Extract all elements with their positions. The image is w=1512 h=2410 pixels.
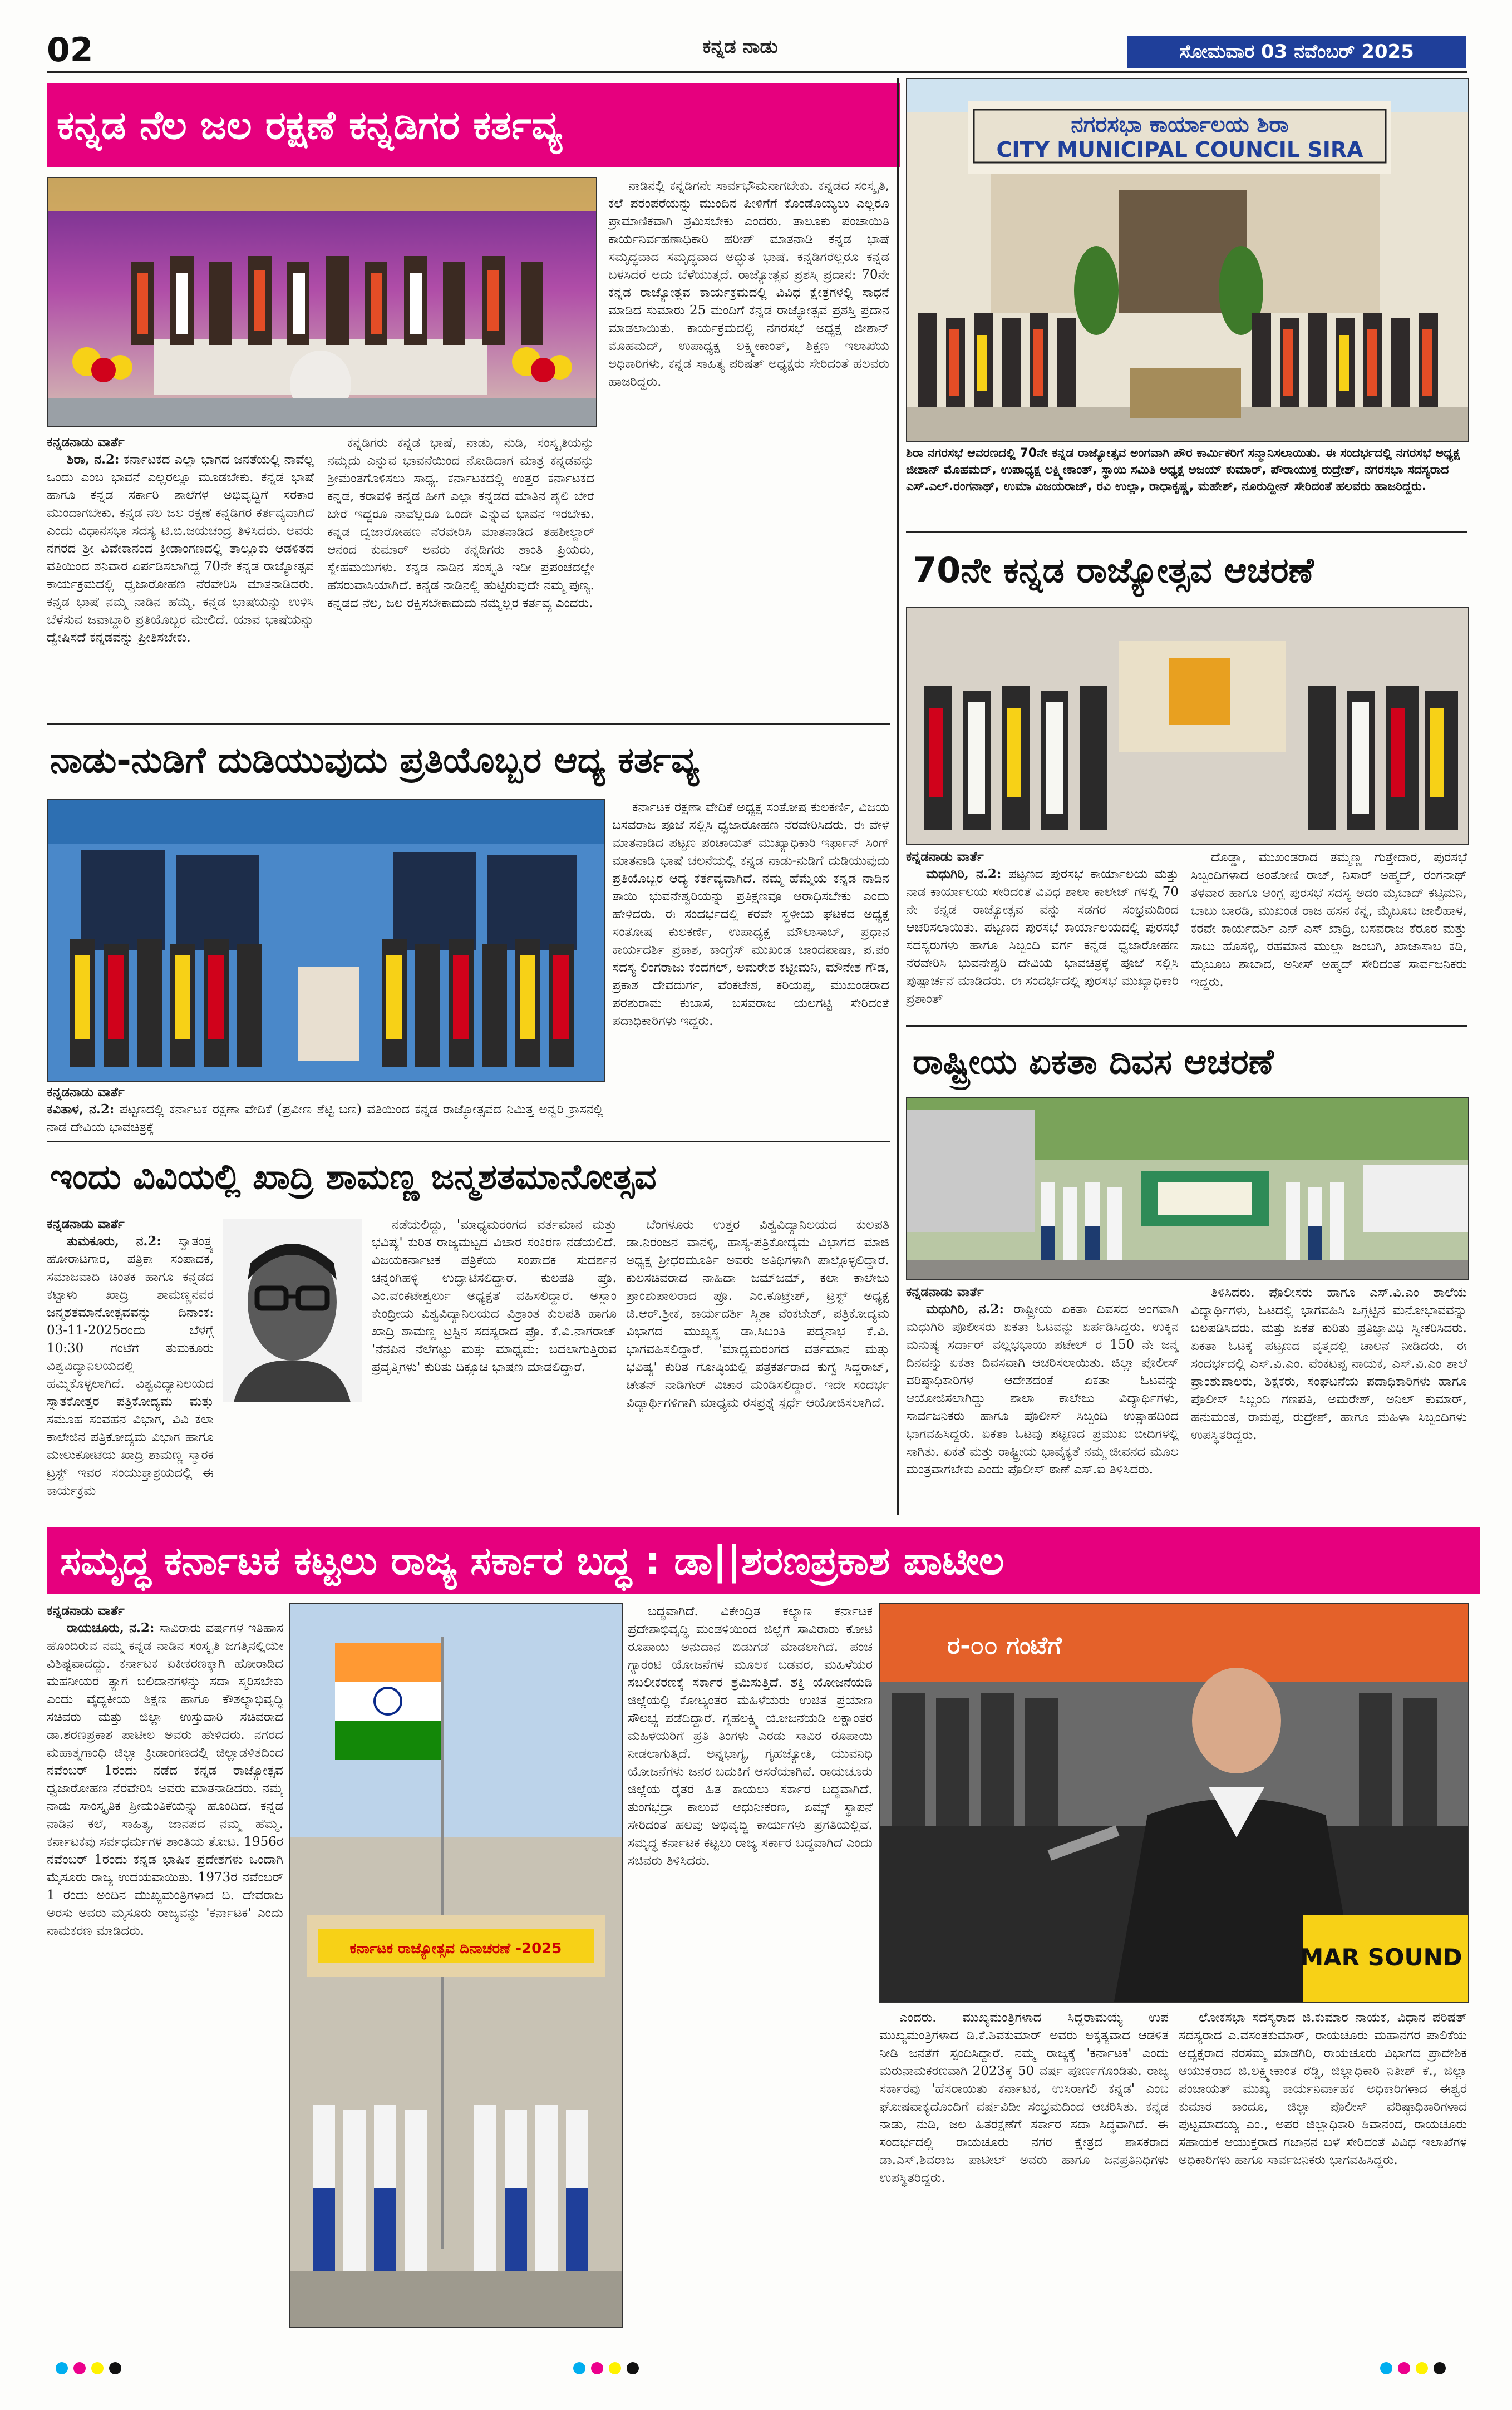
story4-col2 [628,1603,873,2103]
masthead-rule [47,71,1467,73]
story2-photo [47,799,605,1082]
story3-dateline: ತುಮಕೂರು, ನ.2: [67,1234,161,1249]
dot-cyan [573,2362,585,2374]
story3-col1-text: ಸ್ವಾತಂತ್ರ್ಯ ಹೋರಾಟಗಾರ, ಪತ್ರಿಕಾ ಸಂಪಾದಕ, ಸಮಾಜವಾದಿ ಚಿಂತಕ ಹಾಗೂ ಕನ್ನಡದ ಕಟ್ಟಾಳು ಖಾದ್ರಿ ಶಾಮಣ್ಣನವರ ಜನ್ಮಶತಮಾನೋತ್ಸವವನ್ನು ದಿನಾಂಕ: 03-11-2025ರಂದು ಬೆಳಗ್ಗೆ 10:30 ಗಂಟೆಗೆ ತುಮಕೂರು ವಿಶ್ವವಿದ್ಯಾನಿಲಯದಲ್ಲಿ ಹಮ್ಮಿಕೊಳ್ಳಲಾಗಿದೆ. ವಿಶ್ವವಿದ್ಯಾನಿಲಯದ ಸ್ನಾತಕೋತ್ತರ ಪತ್ರಿಕೋದ್ಯಮ ಮತ್ತು ಸಮೂಹ ಸಂವಹನ ವಿಭಾಗ, ವಿವಿ ಕಲಾ ಕಾಲೇಜಿನ ಪತ್ರಿಕೋದ್ಯಮ ವಿಭಾಗ ಹಾಗೂ ಮೇಲುಕೋಟೆಯ ಖಾದ್ರಿ ಶಾಮಣ್ಣ ಸ್ಮಾರಕ ಟ್ರಸ್ಟ್ ಇವರ ಸಂಯುಕ್ತಾಶ್ರಯದಲ್ಲಿ ಈ ಕಾರ್ಯಕ್ರಮ [47,1234,214,1498]
registration-dots-right [1380,2362,1446,2374]
date-banner [1127,36,1466,68]
dot-yellow [609,2362,621,2374]
story4-byline: ಕನ್ನಡನಾಡು ವಾರ್ತೆ [47,1604,125,1618]
gate-banner-text: ಕರ್ನಾಟಕ ರಾಜ್ಯೋತ್ಸವ ದಿನಾಚರಣೆ -2025 [349,1940,562,1957]
story2-col1 [47,1084,603,1135]
unity-dateline: ಮಧುಗಿರಿ, ನ.2: [926,1302,1004,1317]
dot-magenta [73,2362,86,2374]
stage-banner-text: ರ-೦೦ ಗಂಟೆಗೆ [947,1632,1062,1660]
rule-right-1 [906,531,1467,533]
madhugiri-photo [906,607,1469,845]
story1-col1-text: ಕರ್ನಾಟಕದ ಎಲ್ಲಾ ಭಾಗದ ಜನತೆಯಲ್ಲಿ ನಾವೆಲ್ಲ ಒಂದು ಎಂಬ ಭಾವನೆ ಎಲ್ಲರಲ್ಲೂ ಮೂಡಬೇಕು. ಕನ್ನಡ ಭಾಷೆ ಹಾಗೂ ಕನ್ನಡ ಸರ್ಕಾರಿ ಶಾಲೆಗಳ ಅಭಿವೃದ್ಧಿಗೆ ಸರಕಾರ ಮುಂದಾಗಬೇಕು. ಕನ್ನಡ ನೆಲ ಜಲ ರಕ್ಷಣೆ ಕನ್ನಡಿಗರ ಕರ್ತವ್ಯವಾಗಿದೆ ಎಂದು ವಿಧಾನಸಭಾ ಸದಸ್ಯ ಟಿ.ಬಿ.ಜಯಚಂದ್ರ ತಿಳಿಸಿದರು. ಅವರು ನಗರದ ಶ್ರೀ ವಿವೇಕಾನಂದ ಕ್ರೀಡಾಂಗಣದಲ್ಲಿ ತಾಲ್ಲೂಕು ಆಡಳಿತದ ವತಿಯಿಂದ ಶನಿವಾರ ಏರ್ಪಡಿಸಲಾಗಿದ್ದ 70ನೇ ಕನ್ನಡ ರಾಜ್ಯೋತ್ಸವ ಕಾರ್ಯಕ್ರಮದಲ್ಲಿ ಧ್ವಜಾರೋಹಣ ನೆರವೇರಿಸಿ ಮಾತನಾಡಿದರು. ಕನ್ನಡ ಭಾಷೆ ನಮ್ಮ ನಾಡಿನ ಹೆಮ್ಮೆ. ಕನ್ನಡ ಭಾಷೆಯನ್ನು ಉಳಿಸಿ ಬೆಳೆಸುವ ಜವಾಬ್ದಾರಿ ಪ್ರತಿಯೊಬ್ಬರ ಮೇಲಿದೆ. ಯಾವ ಭಾಷೆಯನ್ನು ದ್ವೇಷಿಸದೆ ಕನ್ನಡವನ್ನು ಪ್ರೀತಿಸಬೇಕು. [47,452,314,645]
dot-cyan [56,2362,68,2374]
story3-byline: ಕನ್ನಡನಾಡು ವಾರ್ತೆ [47,1217,125,1231]
story2-dateline: ಕವಿತಾಳ, ನ.2: [47,1102,115,1117]
story4-flag-photo [289,1603,623,2328]
unity-col1-text: ರಾಷ್ಟ್ರೀಯ ಏಕತಾ ದಿವಸದ ಅಂಗವಾಗಿ ಮಧುಗಿರಿ ಪೊಲೀಸರು ಏಕತಾ ಓಟವನ್ನು ಏರ್ಪಡಿಸಿದ್ದರು. ಉಕ್ಕಿನ ಮನುಷ್ಯ ಸರ್ದಾರ್ ವಲ್ಲಭಭಾಯಿ ಪಟೇಲ್ ರ 150 ನೇ ಜನ್ಮ ದಿನವನ್ನು ಏಕತಾ ದಿವಸವಾಗಿ ಆಚರಿಸಲಾಯಿತು. ಜಿಲ್ಲಾ ಪೊಲೀಸ್ ವರಿಷ್ಠಾಧಿಕಾರಿಗಳ ಆದೇಶದಂತೆ ಏಕತಾ ಓಟವನ್ನು ಆಯೋಜಿಸಲಾಗಿದ್ದು ಶಾಲಾ ಕಾಲೇಜು ವಿದ್ಯಾರ್ಥಿಗಳು, ಸಾರ್ವಜನಿಕರು ಹಾಗೂ ಪೊಲೀಸ್ ಸಿಬ್ಬಂದಿ ಉತ್ಸಾಹದಿಂದ ಭಾಗವಹಿಸಿದ್ದರು. ಏಕತಾ ಓಟವು ಪಟ್ಟಣದ ಪ್ರಮುಖ ಬೀದಿಗಳಲ್ಲಿ ಸಾಗಿತು. ಏಕತೆ ಮತ್ತು ರಾಷ್ಟ್ರೀಯ ಭಾವೈಕ್ಯತೆ ನಮ್ಮ ಜೀವನದ ಮೂಲ ಮಂತ್ರವಾಗಬೇಕು ಎಂದು ಪೊಲೀಸ್ ಠಾಣೆ ಎಸ್.ಐ ತಿಳಿಸಿದರು. [906,1302,1179,1477]
unity-col2-text: ತಿಳಿಸಿದರು. ಪೊಲೀಸರು ಹಾಗೂ ಎಸ್.ವಿ.ಎಂ ಶಾಲೆಯ ವಿದ್ಯಾರ್ಥಿಗಳು, ಓಟದಲ್ಲಿ ಭಾಗವಹಿಸಿ ಒಗ್ಗಟ್ಟಿನ ಮನೋಭಾವವನ್ನು ಬಲಪಡಿಸಿದರು. ಮತ್ತು ಏಕತೆ ಕುರಿತು ಪ್ರತಿಜ್ಞಾವಿಧಿ ಸ್ವೀಕರಿಸಿದರು. ಏಕತಾ ಓಟಕ್ಕೆ ಪಟ್ಟಣದ ವೃತ್ತದಲ್ಲಿ ಚಾಲನೆ ನೀಡಿದರು. ಈ ಸಂದರ್ಭದಲ್ಲಿ ಎಸ್.ವಿ.ಎಂ. ವೆಂಕಟಪ್ಪ ನಾಯಕ, ಎಸ್.ವಿ.ಎಂ ಶಾಲೆ ಪ್ರಾಂಶುಪಾಲರು, ಶಿಕ್ಷಕರು, ಸಂಘಟನೆಯ ಪದಾಧಿಕಾರಿಗಳು ಹಾಗೂ ಪೊಲೀಸ್ ಸಿಬ್ಬಂದಿ ಗಣಪತಿ, ಅಮರೇಶ್, ಅನಿಲ್ ಕುಮಾರ್, ಹನುಮಂತ, ರಾಮಪ್ಪ, ರುದ್ರೇಶ್, ಹಾಗೂ ಮಹಿಳಾ ಸಿಬ್ಬಂದಿಗಳು ಉಪಸ್ಥಿತರಿದ್ದರು. [1191,1285,1467,1442]
story2-col2-text: ಕರ್ನಾಟಕ ರಕ್ಷಣಾ ವೇದಿಕೆ ಅಧ್ಯಕ್ಷ ಸಂತೋಷ ಕುಲಕರ್ಣಿ, ವಿಜಯ ಬಸವರಾಜ ಪೂಜೆ ಸಲ್ಲಿಸಿ ಧ್ವಜಾರೋಹಣ ನೆರವೇರಿಸಿದರು. ಈ ವೇಳೆ ಮಾತನಾಡಿದ ಪಟ್ಟಣ ಪಂಚಾಯತ್ ಮುಖ್ಯಾಧಿಕಾರಿ ಇರ್ಫಾನ್ ಸಿಂಗ್ ಮಾತನಾಡಿ ಭಾಷೆ ಚಲನೆಯಲ್ಲಿ ಕನ್ನಡ ನಾಡು-ನುಡಿಗೆ ದುಡಿಯುವುದು ಪ್ರತಿಯೊಬ್ಬರ ಆದ್ಯ ಕರ್ತವ್ಯವಾಗಿದೆ. ನಮ್ಮ ಹೆಮ್ಮೆಯ ಕನ್ನಡ ನಾಡಿನ ತಾಯಿ ಭುವನೇಶ್ವರಿಯನ್ನು ಪ್ರತಿಕ್ಷಣವೂ ಆರಾಧಿಸಬೇಕು ಎಂದು ಹೇಳಿದರು. ಈ ಸಂದರ್ಭದಲ್ಲಿ ಕರವೇ ಸ್ಥಳೀಯ ಘಟಕದ ಅಧ್ಯಕ್ಷ ಸಂತೋಷ ಕುಲಕರ್ಣಿ, ಉಪಾಧ್ಯಕ್ಷ ಮೌಲಾಸಾಬ್, ಪ್ರಧಾನ ಕಾರ್ಯದರ್ಶಿ ಪ್ರಕಾಶ, ಕಾಂಗ್ರೆಸ್ ಮುಖಂಡ ಚಾಂದಪಾಷಾ, ಪ.ಪಂ ಸದಸ್ಯ ಲಿಂಗರಾಜು ಕಂದಗಲ್, ಅಮರೇಶ ಕಟ್ಟೀಮನಿ, ಮೌನೇಶ ಗೌಡ, ಪ್ರಕಾಶ ದೇವದುರ್ಗ, ವೆಂಕಟೇಶ, ಕರಿಯಪ್ಪ, ಮುಖಂಡರಾದ ಪರಶುರಾಮ ಕುಬಾಸ, ಬಸವರಾಜ ಯಲಗಟ್ಟಿ ಸೇರಿದಂತೆ ಪದಾಧಿಕಾರಿಗಳು ಇದ್ದರು. [612,800,889,1028]
dot-cyan [1380,2362,1392,2374]
story4-col1-text: ಸಾವಿರಾರು ವರ್ಷಗಳ ಇತಿಹಾಸ ಹೊಂದಿರುವ ನಮ್ಮ ಕನ್ನಡ ನಾಡಿನ ಸಂಸ್ಕೃತಿ ಜಗತ್ತಿನಲ್ಲಿಯೇ ವಿಶಿಷ್ಟವಾದದ್ದು. ಕರ್ನಾಟಕ ಏಕೀಕರಣಕ್ಕಾಗಿ ಹೋರಾಡಿದ ಮಹನೀಯರ ತ್ಯಾಗ ಬಲಿದಾನಗಳನ್ನು ಸದಾ ಸ್ಮರಿಸಬೇಕು ಎಂದು ವೈದ್ಯಕೀಯ ಶಿಕ್ಷಣ ಹಾಗೂ ಕೌಶಲ್ಯಾಭಿವೃದ್ಧಿ ಸಚಿವರು ಮತ್ತು ಜಿಲ್ಲಾ ಉಸ್ತುವಾರಿ ಸಚಿವರಾದ ಡಾ.ಶರಣಪ್ರಕಾಶ ಪಾಟೀಲ ಅವರು ಹೇಳಿದರು. ನಗರದ ಮಹಾತ್ಮಗಾಂಧಿ ಜಿಲ್ಲಾ ಕ್ರೀಡಾಂಗಣದಲ್ಲಿ ಜಿಲ್ಲಾಡಳಿತದಿಂದ ನವೆಂಬರ್ 1ರಂದು ನಡೆದ ಕನ್ನಡ ರಾಜ್ಯೋತ್ಸವ ಧ್ವಜಾರೋಹಣ ನೆರವೇರಿಸಿ ಅವರು ಮಾತನಾಡಿದರು. ನಮ್ಮ ನಾಡು ಸಾಂಸ್ಕೃತಿಕ ಶ್ರೀಮಂತಿಕೆಯನ್ನು ಹೊಂದಿದೆ. ಕನ್ನಡ ನಾಡಿನ ಕಲೆ, ಸಾಹಿತ್ಯ, ಜಾನಪದ ನಮ್ಮ ಹೆಮ್ಮೆ. ಕರ್ನಾಟಕವು ಸರ್ವಧರ್ಮಗಳ ಶಾಂತಿಯ ತೋಟ. 1956ರ ನವೆಂಬರ್ 1ರಂದು ಕನ್ನಡ ಭಾಷಿಕ ಪ್ರದೇಶಗಳು ಒಂದಾಗಿ ಮೈಸೂರು ರಾಜ್ಯ ಉದಯವಾಯಿತು. 1973ರ ನವೆಂಬರ್ 1 ರಂದು ಅಂದಿನ ಮುಖ್ಯಮಂತ್ರಿಗಳಾದ ದಿ. ದೇವರಾಜ ಅರಸು ಅವರು ಮೈಸೂರು ರಾಜ್ಯವನ್ನು 'ಕರ್ನಾಟಕ' ಎಂದು ನಾಮಕರಣ ಮಾಡಿದರು. [47,1621,283,1938]
story1-col3-text: ನಾಡಿನಲ್ಲಿ ಕನ್ನಡಿಗನೇ ಸಾರ್ವಭೌಮನಾಗಬೇಕು. ಕನ್ನಡದ ಸಂಸ್ಕೃತಿ, ಕಲೆ ಪರಂಪರೆಯನ್ನು ಮುಂದಿನ ಪೀಳಿಗೆಗೆ ಕೊಂಡೊಯ್ಯಲು ಎಲ್ಲರೂ ಪ್ರಾಮಾಣಿಕವಾಗಿ ಶ್ರಮಿಸಬೇಕು ಎಂದರು. ತಾಲೂಕು ಪಂಚಾಯಿತಿ ಕಾರ್ಯನಿರ್ವಹಣಾಧಿಕಾರಿ ಹರೀಶ್ ಮಾತನಾಡಿ ಕನ್ನಡ ಭಾಷೆ ಸಮೃದ್ಧವಾದ ಸಮೃದ್ಧವಾದ ಅದ್ಭುತ ಭಾಷೆ. ಕನ್ನಡಿಗರೆಲ್ಲರೂ ಕನ್ನಡ ಬಳಸಿದರೆ ಅದು ಬೆಳೆಯುತ್ತದೆ. ರಾಜ್ಯೋತ್ಸವ ಪ್ರಶಸ್ತಿ ಪ್ರದಾನ: 70ನೇ ಕನ್ನಡ ರಾಜ್ಯೋತ್ಸವ ಕಾರ್ಯಕ್ರಮದಲ್ಲಿ ವಿವಿಧ ಕ್ಷೇತ್ರಗಳಲ್ಲಿ ಸಾಧನೆ ಮಾಡಿದ ಸುಮಾರು 25 ಮಂದಿಗೆ ಕನ್ನಡ ರಾಜ್ಯೋತ್ಸವ ಪ್ರಶಸ್ತಿ ಪ್ರದಾನ ಮಾಡಲಾಯಿತು. ಕಾರ್ಯಕ್ರಮದಲ್ಲಿ ನಗರಸಭೆ ಅಧ್ಯಕ್ಷ ಜೀಶಾನ್ ಮೊಹಮದ್, ಉಪಾಧ್ಯಕ್ಷ ಲಕ್ಷ್ಮೀಕಾಂತ್, ಶಿಕ್ಷಣ ಇಲಾಖೆಯ ಅಧಿಕಾರಿಗಳು, ಕನ್ನಡ ಸಾಹಿತ್ಯ ಪರಿಷತ್ ಅಧ್ಯಕ್ಷರು ಸೇರಿದಂತೆ ಹಲವರು ಹಾಜರಿದ್ದರು. [608,179,889,389]
story1-headline: ಕನ್ನಡ ನೆಲ ಜಲ ರಕ್ಷಣೆ ಕನ್ನಡಿಗರ ಕರ್ತವ್ಯ [47,83,900,167]
story3-col3 [626,1216,889,1516]
sira-photo-caption: ಶಿರಾ ನಗರಸಭೆ ಆವರಣದಲ್ಲಿ 70ನೇ ಕನ್ನಡ ರಾಜ್ಯೋತ್ಸವ ಅಂಗವಾಗಿ ಪೌರ ಕಾರ್ಮಿಕರಿಗೆ ಸನ್ಮಾನಿಸಲಾಯಿತು. ಈ ಸಂದರ್ಭದಲ್ಲಿ ನಗರಸಭೆ ಅಧ್ಯಕ್ಷ ಜೀಶಾನ್ ಮೊಹಮದ್, ಉಪಾಧ್ಯಕ್ಷ ಲಕ್ಷ್ಮೀಕಾಂತ್, ಸ್ಥಾಯಿ ಸಮಿತಿ ಅಧ್ಯಕ್ಷ ಅಜಯ್ ಕುಮಾರ್, ಪೌರಾಯುಕ್ತ ರುದ್ರೇಶ್, ನಗರಸಭಾ ಸದಸ್ಯರಾದ ಎಸ್.ಎಲ್.ರಂಗನಾಥ್, ಉಮಾ ವಿಜಯರಾಜ್, ರವಿ ಉಲ್ಲಾ, ರಾಧಾಕೃಷ್ಣ, ಮಹೇಶ್, ನೂರುದ್ದೀನ್ ಸೇರಿದಂತೆ ಹಲವರು ಹಾಜರಿದ್ದರು. [906,446,1460,494]
madhugiri-col2-text: ದೊಡ್ಡಾ, ಮುಖಂಡರಾದ ತಮ್ಮಣ್ಣ ಗುತ್ತೇದಾರ, ಪುರಸಭೆ ಸಿಬ್ಬಂದಿಗಳಾದ ಅಂತೋಣಿ ರಾಜ್, ನಿಸಾರ್ ಅಹ್ಮದ್, ರಂಗನಾಥ್ ತಳವಾರ ಹಾಗೂ ಆಂಗ್ಲ ಪುರಸಭೆ ಸದಸ್ಯ ಅದಂ ಮೈಬಾದ್ ಕಟ್ಟಿಮನಿ, ಬಾಬು ಬಾರಡಿ, ಮುಖಂಡ ರಾಜ ಹಸನ ಕನ್ನ, ಮೈಬೂಬ ಜಾಲಿಹಾಳ, ಕರವೇ ಕಾರ್ಯದರ್ಶಿ ಎನ್ ಎಸ್ ಖಾದ್ರಿ, ಬಸವರಾಜ ಕೆರೂರ ಮತ್ತು ಸಾಬು ಹೊಸಳ್ಳಿ, ರಹಮಾನ ಮುಲ್ಲಾ ಜಂಬಗಿ, ಖಾಜಾಸಾಬ ಕಡಿ, ಮೈಬೂಬ ಶಾಬಾದ, ಅನೀಸ್ ಅಹ್ಮದ್ ಸೇರಿದಂತೆ ಸಾರ್ವಜನಿಕರು ಇದ್ದರು. [1191,850,1467,989]
rule-left-2 [47,1141,890,1142]
unity-col2 [1191,1284,1467,1515]
story4-col4 [1179,2009,1467,2326]
story4-dateline: ರಾಯಚೂರು, ನ.2: [67,1620,155,1635]
dot-black [109,2362,121,2374]
story2-col2 [612,799,889,1135]
story1-byline: ಕನ್ನಡನಾಡು ವಾರ್ತೆ [47,435,125,450]
dot-magenta [591,2362,603,2374]
registration-dots-left [56,2362,121,2374]
page-number: 02 [47,31,93,70]
madhugiri-byline: ಕನ್ನಡನಾಡು ವಾರ್ತೆ [906,850,984,864]
sira-council-photo [906,78,1469,442]
story4-col1 [47,1603,283,2326]
madhugiri-col2 [1191,849,1467,1021]
madhugiri-headline: 70ನೇ ಕನ್ನಡ ರಾಜ್ಯೋತ್ಸವ ಆಚರಣೆ [913,550,1314,590]
story3-col1 [47,1216,214,1516]
story4-col3-text: ಎಂದರು. ಮುಖ್ಯಮಂತ್ರಿಗಳಾದ ಸಿದ್ದರಾಮಯ್ಯ ಉಪ ಮುಖ್ಯಮಂತ್ರಿಗಳಾದ ಡಿ.ಕೆ.ಶಿವಕುಮಾರ್ ಅವರು ಅಕ್ಕತ್ಯವಾದ ಆಡಳಿತ ನೀಡಿ ಜನತೆಗೆ ಸ್ಪಂದಿಸಿದ್ದಾರೆ. ನಮ್ಮ ರಾಜ್ಯಕ್ಕೆ 'ಕರ್ನಾಟಕ' ಎಂದು ಮರುನಾಮಕರಣವಾಗಿ 2023ಕ್ಕೆ 50 ವರ್ಷ ಪೂರ್ಣಗೊಂಡಿತು. ರಾಜ್ಯ ಸರ್ಕಾರವು 'ಹೆಸರಾಯಿತು ಕರ್ನಾಟಕ, ಉಸಿರಾಗಲಿ ಕನ್ನಡ' ಎಂಬ ಘೋಷವಾಕ್ಯದೊಂದಿಗೆ ವರ್ಷವಿಡೀ ಸಂಭ್ರಮದಿಂದ ಆಚರಿಸಿತು. ಕನ್ನಡ ನಾಡು, ನುಡಿ, ಜಲ ಹಿತರಕ್ಷಣೆಗೆ ಸರ್ಕಾರ ಸದಾ ಸಿದ್ಧವಾಗಿದೆ. ಈ ಸಂದರ್ಭದಲ್ಲಿ ರಾಯಚೂರು ನಗರ ಕ್ಷೇತ್ರದ ಶಾಸಕರಾದ ಡಾ.ಎಸ್.ಶಿವರಾಜ ಪಾಟೀಲ್ ಅವರು ಹಾಗೂ ಜನಪ್ರತಿನಿಧಿಗಳು ಉಪಸ್ಥಿತರಿದ್ದರು. [879,2010,1169,2185]
story1-photo [47,177,597,427]
unity-headline: ರಾಷ್ಟ್ರೀಯ ಏಕತಾ ದಿವಸ ಆಚರಣೆ [913,1041,1274,1082]
madhugiri-dateline: ಮಧುಗಿರಿ, ನ.2: [926,866,1002,881]
mic-stand-text: MAR SOUND [1300,1944,1462,1971]
story2-headline: ನಾಡು-ನುಡಿಗೆ ದುಡಿಯುವುದು ಪ್ರತಿಯೊಬ್ಬರ ಆದ್ಯ ಕರ್ತವ್ಯ [50,740,699,781]
story1-dateline: ಶಿರಾ, ನ.2: [67,452,120,467]
paper-name-text: ಕನ್ನಡ ನಾಡು [702,36,778,58]
unity-byline: ಕನ್ನಡನಾಡು ವಾರ್ತೆ [906,1285,984,1299]
story4-col2-text: ಬದ್ಧವಾಗಿದೆ. ವಿಕೇಂದ್ರಿತ ಕಲ್ಯಾಣ ಕರ್ನಾಟಕ ಪ್ರದೇಶಾಭಿವೃದ್ಧಿ ಮಂಡಳಿಯಿಂದ ಜಿಲ್ಲೆಗೆ ಸಾವಿರಾರು ಕೋಟಿ ರೂಪಾಯಿ ಅನುದಾನ ಬಿಡುಗಡೆ ಮಾಡಲಾಗಿದೆ. ಪಂಚ ಗ್ಯಾರಂಟಿ ಯೋಜನೆಗಳ ಮೂಲಕ ಬಡವರ, ಮಹಿಳೆಯರ ಸಬಲೀಕರಣಕ್ಕೆ ಸರ್ಕಾರ ಶ್ರಮಿಸುತ್ತಿದೆ. ಶಕ್ತಿ ಯೋಜನೆಯಡಿ ಜಿಲ್ಲೆಯಲ್ಲಿ ಕೋಟ್ಯಂತರ ಮಹಿಳೆಯರು ಉಚಿತ ಪ್ರಯಾಣ ಸೌಲಭ್ಯ ಪಡೆದಿದ್ದಾರೆ. ಗೃಹಲಕ್ಷ್ಮಿ ಯೋಜನೆಯಡಿ ಲಕ್ಷಾಂತರ ಮಹಿಳೆಯರಿಗೆ ಪ್ರತಿ ತಿಂಗಳು ಎರಡು ಸಾವಿರ ರೂಪಾಯಿ ನೀಡಲಾಗುತ್ತಿದೆ. ಅನ್ನಭಾಗ್ಯ, ಗೃಹಜ್ಯೋತಿ, ಯುವನಿಧಿ ಯೋಜನೆಗಳು ಜನರ ಬದುಕಿಗೆ ಆಸರೆಯಾಗಿವೆ. ರಾಯಚೂರು ಜಿಲ್ಲೆಯ ರೈತರ ಹಿತ ಕಾಯಲು ಸರ್ಕಾರ ಬದ್ಧವಾಗಿದೆ. ತುಂಗಭದ್ರಾ ಕಾಲುವೆ ಆಧುನೀಕರಣ, ಏಮ್ಸ್ ಸ್ಥಾಪನೆ ಸೇರಿದಂತೆ ಹಲವು ಅಭಿವೃದ್ಧಿ ಕಾರ್ಯಗಳು ಪ್ರಗತಿಯಲ್ಲಿವೆ. ಸಮೃದ್ಧ ಕರ್ನಾಟಕ ಕಟ್ಟಲು ರಾಜ್ಯ ಸರ್ಕಾರ ಬದ್ಧವಾಗಿದೆ ಎಂದು ಸಚಿವರು ತಿಳಿಸಿದರು. [628,1604,873,1868]
story2-byline: ಕನ್ನಡನಾಡು ವಾರ್ತೆ [47,1085,125,1100]
dot-yellow [1416,2362,1428,2374]
story2-col1-text: ಪಟ್ಟಣದಲ್ಲಿ ಕರ್ನಾಟಕ ರಕ್ಷಣಾ ವೇದಿಕೆ (ಪ್ರವೀಣ ಶೆಟ್ಟಿ ಬಣ) ವತಿಯಿಂದ ಕನ್ನಡ ರಾಜ್ಯೋತ್ಸವದ ನಿಮಿತ್ತ ಅನ್ವರಿ ಕ್ರಾಸನಲ್ಲಿ ನಾಡ ದೇವಿಯ ಭಾವಚಿತ್ರಕ್ಕೆ [47,1102,603,1135]
story1-col2 [327,434,594,718]
story1-col2-text: ಕನ್ನಡಿಗರು ಕನ್ನಡ ಭಾಷೆ, ನಾಡು, ನುಡಿ, ಸಂಸ್ಕೃತಿಯನ್ನು ನಮ್ಮದು ಎನ್ನುವ ಭಾವನೆಯಿಂದ ನೋಡಿದಾಗ ಮಾತ್ರ ಕನ್ನಡವನ್ನು ಶ್ರೀಮಂತಗೊಳಿಸಲು ಸಾಧ್ಯ. ಕರ್ನಾಟಕದಲ್ಲಿ ಉತ್ತರ ಕರ್ನಾಟಕದ ಕನ್ನಡ, ಕರಾವಳಿ ಕನ್ನಡ ಹೀಗೆ ಎಲ್ಲಾ ಕನ್ನಡದ ಮಾತಿನ ಶೈಲಿ ಬೇರೆ ಬೇರೆ ಇದ್ದರೂ ನಾವೆಲ್ಲರೂ ಒಂದೇ ಎನ್ನುವ ಭಾವನೆ ಇರಬೇಕು. ಕನ್ನಡ ದ್ವಜಾರೋಹಣ ನೆರವೇರಿಸಿ ಮಾತನಾಡಿದ ತಹಶೀಲ್ದಾರ್ ಆನಂದ ಕುಮಾರ್ ಅವರು ಕನ್ನಡಿಗರು ಶಾಂತಿ ಪ್ರಿಯರು, ಸ್ನೇಹಮಯಿಗಳು. ಕನ್ನಡ ನಾಡಿನ ಸಂಸ್ಕೃತಿ ಇಡೀ ಪ್ರಪಂಚದಲ್ಲೇ ಹೆಸರುವಾಸಿಯಾಗಿದೆ. ಕನ್ನಡ ನಾಡಿನಲ್ಲಿ ಹುಟ್ಟಿರುವುದೇ ನಮ್ಮ ಪುಣ್ಯ. ಕನ್ನಡದ ನೆಲ, ಜಲ ರಕ್ಷಿಸಬೇಕಾದುದು ನಮ್ಮೆಲ್ಲರ ಕರ್ತವ್ಯ ಎಂದರು. [327,436,594,610]
story4-headline: ಸಮೃದ್ಧ ಕರ್ನಾಟಕ ಕಟ್ಟಲು ರಾಜ್ಯ ಸರ್ಕಾರ ಬದ್ಧ : ಡಾ||ಶರಣಪ್ರಕಾಶ ಪಾಟೀಲ [47,1527,1480,1594]
story4-col3 [879,2009,1169,2326]
story3-headline: ಇಂದು ವಿವಿಯಲ್ಲಿ ಖಾದ್ರಿ ಶಾಮಣ್ಣ ಜನ್ಮಶತಮಾನೋತ್ಸವ [50,1156,657,1197]
story3-col2 [372,1216,617,1516]
rule-left-1 [47,723,890,725]
date-text: ಸೋಮವಾರ 03 ನವೆಂಬರ್ 2025 [1179,41,1414,63]
khadri-shamanna-portrait [223,1219,362,1402]
story3-col1b [223,1408,362,1516]
dot-black [1434,2362,1446,2374]
sign-english: CITY MUNICIPAL COUNCIL SIRA [996,137,1363,162]
dot-magenta [1398,2362,1410,2374]
dot-black [627,2362,639,2374]
story3-col2-text: ನಡೆಯಲಿದ್ದು, 'ಮಾಧ್ಯಮರಂಗದ ವರ್ತಮಾನ ಮತ್ತು ಭವಿಷ್ಯ' ಕುರಿತ ರಾಜ್ಯಮಟ್ಟದ ವಿಚಾರ ಸಂಕಿರಣ ನಡೆಯಲಿದೆ. ವಿಜಯಕರ್ನಾಟಕ ಪತ್ರಿಕೆಯ ಸಂಪಾದಕ ಸುದರ್ಶನ ಚನ್ನಂಗಿಹಳ್ಳಿ ಉದ್ಘಾಟಿಸಲಿದ್ದಾರೆ. ಕುಲಪತಿ ಪ್ರೊ. ಎಂ.ವೆಂಕಟೇಶ್ವರ್ಲು ಅಧ್ಯಕ್ಷತೆ ವಹಿಸಲಿದ್ದಾರೆ. ಅಸ್ಸಾಂ ಕೇಂದ್ರೀಯ ವಿಶ್ವವಿದ್ಯಾನಿಲಯದ ವಿಶ್ರಾಂತ ಕುಲಪತಿ ಹಾಗೂ ಖಾದ್ರಿ ಶಾಮಣ್ಣ ಟ್ರಸ್ಟಿನ ಸದಸ್ಯರಾದ ಪ್ರೊ. ಕೆ.ವಿ.ನಾಗರಾಜ್ 'ನೆನಪಿನ ನೆಲೆಗಟ್ಟು ಮತ್ತು ಮಾಧ್ಯಮ: ಬದಲಾಗುತ್ತಿರುವ ಪ್ರವೃತ್ತಿಗಳು' ಕುರಿತು ದಿಕ್ಸೂಚಿ ಭಾಷಣ ಮಾಡಲಿದ್ದಾರೆ. [372,1218,617,1374]
madhugiri-col1 [906,849,1179,1021]
paper-name [657,36,824,58]
dot-yellow [91,2362,104,2374]
masthead [0,0,1512,70]
story4-minister-photo [879,1603,1469,2003]
unity-photo [906,1097,1469,1280]
column-divider [897,78,899,1515]
story3-col3-text: ಬೆಂಗಳೂರು ಉತ್ತರ ವಿಶ್ವವಿದ್ಯಾನಿಲಯದ ಕುಲಪತಿ ಡಾ.ನಿರಂಜನ ವಾನಳ್ಳಿ, ಹಾಸ್ಯ-ಪತ್ರಿಕೋದ್ಯಮ ವಿಭಾಗದ ಮಾಜಿ ಅಧ್ಯಕ್ಷ ಶ್ರೀಧರಮೂರ್ತಿ ಅವರು ಅತಿಥಿಗಳಾಗಿ ಪಾಲ್ಗೊಳ್ಳಲಿದ್ದಾರೆ. ಕುಲಸಚಿವರಾದ ನಾಹಿದಾ ಜಮ್‌ಜಮ್, ಕಲಾ ಕಾಲೇಜು ಪ್ರಾಂಶುಪಾಲರಾದ ಪ್ರೊ. ಎಂ.ಕೊಟ್ರೇಶ್, ಟ್ರಸ್ಟ್ ಅಧ್ಯಕ್ಷ ಜಿ.ಆರ್.ಶ್ರೀಕ, ಕಾರ್ಯದರ್ಶಿ ಸ್ಮಿತಾ ವೆಂಕಟೇಶ್, ಪತ್ರಿಕೋದ್ಯಮ ವಿಭಾಗದ ಮುಖ್ಯಸ್ಥ ಡಾ.ಸಿಬಂತಿ ಪದ್ಮನಾಭ ಕೆ.ವಿ. ಭಾಗವಹಿಸಲಿದ್ದಾರೆ. 'ಮಾಧ್ಯಮರಂಗದ ವರ್ತಮಾನ ಮತ್ತು ಭವಿಷ್ಯ' ಕುರಿತ ಗೋಷ್ಠಿಯಲ್ಲಿ ಪತ್ರಕರ್ತರಾದ ಕುಗ್ವೆ ಸಿದ್ದರಾಜ್, ಚೇತನ್ ನಾಡಿಗೇರ್ ವಿಚಾರ ಮಂಡಿಸಲಿದ್ದಾರೆ. ಇದೇ ಸಂದರ್ಭ ವಿದ್ಯಾರ್ಥಿಗಳಿಗಾಗಿ ಮಾಧ್ಯಮ ರಸಪ್ರಶ್ನೆ ಸ್ಪರ್ಧೆ ಆಯೋಜಿಸಲಾಗಿದೆ. [626,1218,889,1410]
story4-col4-text: ಲೋಕಸಭಾ ಸದಸ್ಯರಾದ ಜಿ.ಕುಮಾರ ನಾಯಕ, ವಿಧಾನ ಪರಿಷತ್ ಸದಸ್ಯರಾದ ಎ.ವಸಂತಕುಮಾರ್, ರಾಯಚೂರು ಮಹಾನಗರ ಪಾಲಿಕೆಯ ಅಧ್ಯಕ್ಷರಾದ ನರಸಮ್ಮ ಮಾಡಗಿರಿ, ರಾಯಚೂರು ವಿಭಾಗದ ಪ್ರಾದೇಶಿಕ ಆಯುಕ್ತರಾದ ಜಿ.ಲಕ್ಷ್ಮೀಕಾಂತ ರೆಡ್ಡಿ, ಜಿಲ್ಲಾಧಿಕಾರಿ ನಿತೀಶ್ ಕೆ., ಜಿಲ್ಲಾ ಪಂಚಾಯತ್ ಮುಖ್ಯ ಕಾರ್ಯನಿರ್ವಾಹಕ ಅಧಿಕಾರಿಗಳಾದ ಈಶ್ವರ ಕುಮಾರ ಕಾಂದೂ, ಜಿಲ್ಲಾ ಪೊಲೀಸ್ ವರಿಷ್ಠಾಧಿಕಾರಿಗಳಾದ ಪುಟ್ಟಮಾದಯ್ಯ ಎಂ., ಅಪರ ಜಿಲ್ಲಾಧಿಕಾರಿ ಶಿವಾನಂದ, ರಾಯಚೂರು ಸಹಾಯಕ ಆಯುಕ್ತರಾದ ಗಜಾನನ ಬಳೆ ಸೇರಿದಂತೆ ವಿವಿಧ ಇಲಾಖೆಗಳ ಅಧಿಕಾರಿಗಳು ಹಾಗೂ ಸಾರ್ವಜನಿಕರು ಭಾಗವಹಿಸಿದ್ದರು. [1179,2010,1467,2167]
rule-right-2 [906,1025,1467,1027]
story1-col3 [608,177,889,718]
story1-col1 [47,434,314,718]
madhugiri-col1-text: ಪಟ್ಟಣದ ಪುರಸಭೆ ಕಾರ್ಯಾಲಯ ಮತ್ತು ನಾಡ ಕಾರ್ಯಾಲಯ ಸೇರಿದಂತೆ ವಿವಿಧ ಶಾಲಾ ಕಾಲೇಜ್ ಗಳಲ್ಲಿ 70 ನೇ ಕನ್ನಡ ರಾಜ್ಯೋತ್ಸವ ವನ್ನು ಸಡಗರ ಸಂಭ್ರಮದಿಂದ ಆಚರಿಸಲಾಯಿತು. ಪಟ್ಟಣದ ಪುರಸಭೆ ಕಾರ್ಯಾಲಯದಲ್ಲಿ ಪುರಸಭೆ ಸದಸ್ಯರುಗಳು ಹಾಗೂ ಸಿಬ್ಬಂದಿ ವರ್ಗ ಕನ್ನಡ ಧ್ವಜಾರೋಹಣ ನೆರವೇರಿಸಿ ಭುವನೇಶ್ವರಿ ದೇವಿಯ ಭಾವಚಿತ್ರಕ್ಕೆ ಪೂಜೆ ಸಲ್ಲಿಸಿ ಪುಷ್ಪಾರ್ಚನೆ ಮಾಡಿದರು. ಈ ಸಂದರ್ಭದಲ್ಲಿ ಪುರಸಭೆ ಮುಖ್ಯಾಧಿಕಾರಿ ಪ್ರಶಾಂತ್ [906,867,1179,1006]
sign-kannada: ನಗರಸಭಾ ಕಾರ್ಯಾಲಯ ಶಿರಾ [1071,112,1289,137]
unity-col1 [906,1284,1179,1515]
registration-dots-center [573,2362,639,2374]
